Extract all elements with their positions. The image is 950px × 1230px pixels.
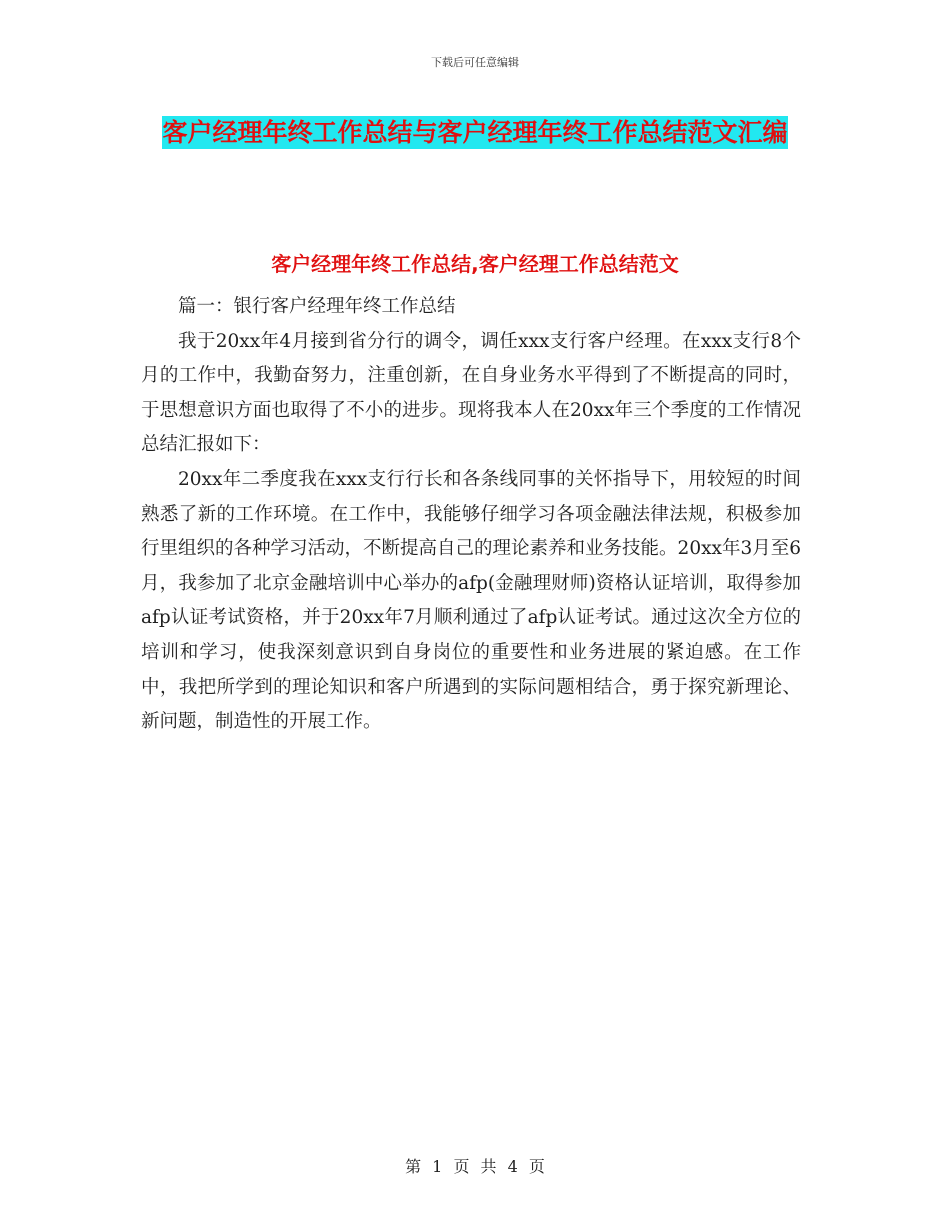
paragraph: 20xx年二季度我在xxx支行行长和各条线同事的关怀指导下，用较短的时间熟悉了新的工作环境。在工作中，我能够仔细学习各项金融法律法规，积极参加行里组织的各种学习活动，不断提高自己的理论素养和业务技能。20xx年3月至6月，我参加了北京金融培训中心举办的afp(金融理财师)资格认证培训，取得参加afp认证考试资格，并于20xx年7月顺利通过了afp认证考试。通过这次全方位的培训和学习，使我深刻意识到自身岗位的重要性和业务进展的紧迫感。在工作中，我把所学到的理论知识和客户所遇到的实际问题相结合，勇于探究新理论、新问题，制造性的开展工作。 [141,468,801,733]
document-title-text: 客户经理年终工作总结与客户经理年终工作总结范文汇编 [162,118,788,147]
document-body [141,290,801,740]
header-note: 下载后可任意编辑 [431,56,519,69]
section-heading: 篇一：银行客户经理年终工作总结 [178,296,456,317]
paragraph: 我于20xx年4月接到省分行的调令，调任xxx支行客户经理。在xxx支行8个月的工作中，我勤奋努力，注重创新，在自身业务水平得到了不断提高的同时，于思想意识方面也取得了不小的进步。现将我本人在20xx年三个季度的工作情况总结汇报如下： [141,330,801,456]
page-number: 第 1 页 共 4 页 [405,1157,545,1176]
document-title [140,110,810,156]
document-subtitle: 客户经理年终工作总结,客户经理工作总结范文 [271,252,679,276]
